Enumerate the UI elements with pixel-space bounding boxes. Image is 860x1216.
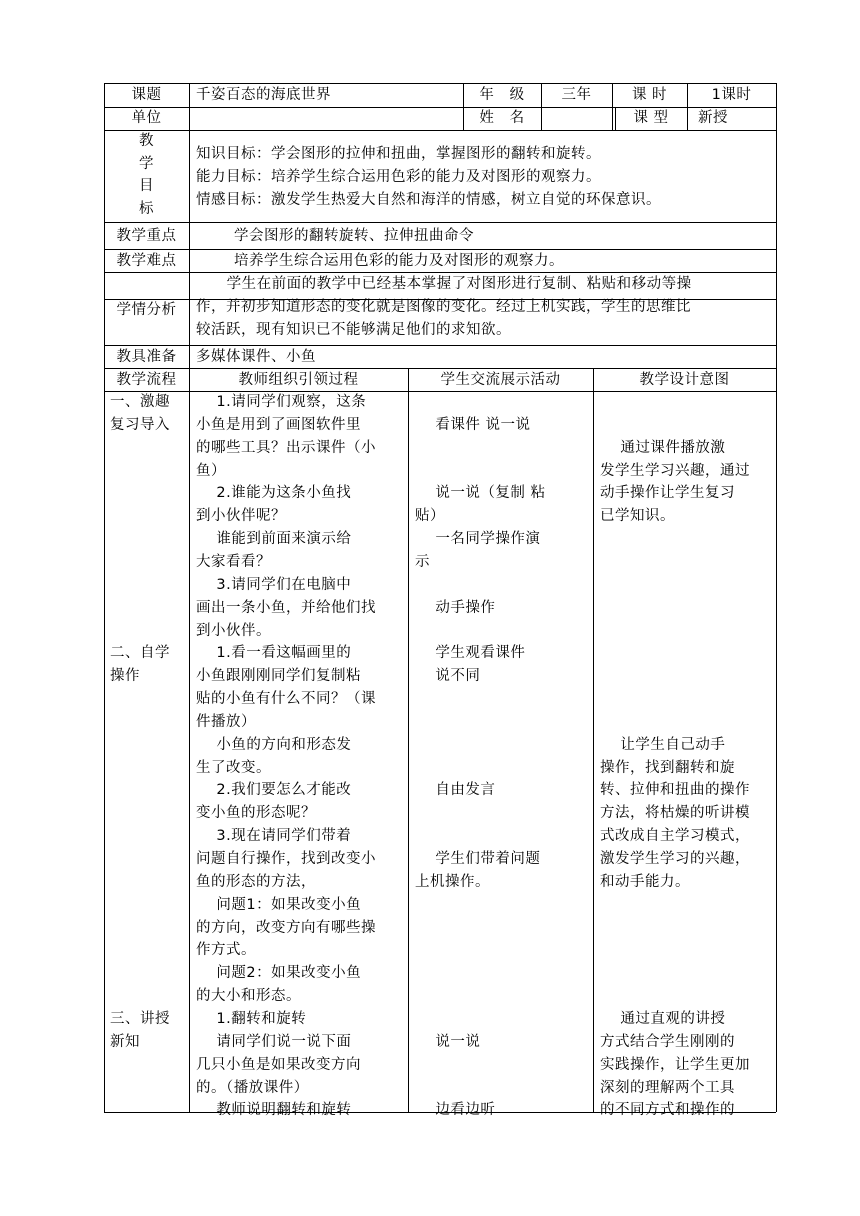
intent-line: 深刻的理解两个工具	[600, 1079, 735, 1096]
materials-value: 多媒体课件、小鱼	[196, 349, 316, 365]
teacher-line: 件播放）	[196, 713, 256, 730]
student-line: 示	[415, 553, 430, 570]
teacher-line: 请同学们说一说下面	[196, 1033, 352, 1050]
period-value: 1课时	[711, 87, 752, 103]
objectives-label: 目	[139, 178, 154, 195]
student-line: 边看边听	[415, 1102, 496, 1119]
teacher-line: 大家看看？	[196, 553, 271, 570]
student-line: 上机操作。	[415, 873, 490, 890]
objective-line: 情感目标：激发学生热爱大自然和海洋的情感，树立自觉的环保意识。	[196, 191, 661, 208]
teacher-line: 几只小鱼是如果改变方向	[196, 1056, 361, 1073]
student-line: 说一说（复制 粘	[415, 485, 546, 502]
intent-line: 动手操作让学生复习	[600, 485, 735, 502]
analysis-line: 较活跃，现有知识已不能够满足他们的求知欲。	[196, 322, 511, 338]
objective-line: 能力目标：培养学生综合运用色彩的能力及对图形的观察力。	[196, 168, 601, 185]
teacher-line: 的。（播放课件）	[196, 1079, 309, 1096]
table-border	[189, 83, 190, 1112]
topic-value: 千姿百态的海底世界	[196, 87, 331, 103]
teacher-line: 的方向，改变方向有哪些操	[196, 919, 376, 936]
student-line: 学生们带着问题	[415, 851, 541, 867]
teacher-line: 到小伙伴呢？	[196, 508, 286, 525]
teacher-line: 2.谁能为这条小鱼找	[196, 485, 352, 502]
type-value: 新授	[698, 110, 728, 126]
objectives-label: 标	[139, 200, 154, 217]
student-line: 说一说	[415, 1033, 481, 1050]
stage-label: 二、自学	[110, 645, 170, 662]
intent-line: 操作，找到翻转和旋	[600, 759, 735, 776]
intent-line: 方式结合学生刚刚的	[600, 1033, 735, 1050]
teacher-line: 3.现在请同学们带着	[196, 828, 352, 845]
teacher-line: 小鱼跟刚刚同学们复制粘	[196, 668, 361, 685]
analysis-line: 学生在前面的教学中已经基本掌握了对图形进行复制、粘贴和移动等操	[196, 276, 692, 292]
intent-line: 让学生自己动手	[600, 736, 726, 753]
intent-line: 通过课件播放激	[600, 439, 726, 456]
table-border	[408, 368, 409, 1112]
intent-line: 已学知识。	[600, 508, 675, 525]
teacher-line: 的大小和形态。	[196, 988, 301, 1005]
teacher-line: 鱼）	[196, 462, 226, 479]
teacher-line: 贴的小鱼有什么不同？（课	[196, 691, 376, 708]
teacher-line: 教师说明翻转和旋转	[196, 1102, 352, 1119]
teacher-line: 3.请同学们在电脑中	[196, 576, 352, 593]
objectives-label: 学	[139, 155, 154, 172]
intent-line: 方法，将枯燥的听讲模	[600, 805, 750, 822]
key-points-label: 教学重点	[116, 228, 177, 244]
intent-line: 的不同方式和操作的	[600, 1102, 735, 1119]
teacher-line: 谁能到前面来演示给	[196, 531, 352, 548]
teacher-line: 作方式。	[196, 942, 256, 959]
objectives-label: 教	[139, 133, 154, 149]
stage-label: 新知	[110, 1033, 140, 1050]
intent-line: 转、拉伸和扭曲的操作	[600, 782, 750, 799]
type-label: 课 型	[633, 110, 669, 126]
flow-teacher-header: 教师组织引领过程	[238, 372, 359, 388]
intent-line: 通过直观的讲授	[600, 1010, 726, 1027]
intent-line: 式改成自主学习模式，	[600, 828, 750, 845]
student-line: 说不同	[415, 668, 481, 685]
teacher-line: 问题2：如果改变小鱼	[196, 965, 362, 982]
teacher-line: 画出一条小鱼，并给他们找	[196, 599, 376, 616]
teacher-line: 的哪些工具？出示课件（小	[196, 439, 376, 456]
table-border	[104, 130, 776, 131]
grade-value: 三年	[561, 87, 592, 103]
teacher-line: 问题自行操作，找到改变小	[196, 851, 376, 867]
flow-intent-header: 教学设计意图	[639, 372, 730, 388]
topic-label: 课题	[131, 87, 162, 103]
teacher-line: 小鱼的方向和形态发	[196, 736, 352, 753]
student-line: 看课件 说一说	[415, 416, 531, 433]
student-line: 自由发言	[415, 782, 496, 799]
student-line: 学生观看课件	[415, 645, 526, 662]
intent-line: 和动手能力。	[600, 873, 690, 890]
teacher-line: 问题1：如果改变小鱼	[196, 896, 362, 913]
stage-label: 复习导入	[110, 416, 170, 433]
unit-label: 单位	[131, 110, 162, 126]
grade-label: 年 级	[479, 87, 525, 103]
table-border	[104, 222, 776, 223]
stage-label: 三、讲授	[110, 1010, 170, 1027]
teacher-line: 小鱼是用到了画图软件里	[196, 416, 361, 433]
teacher-line: 1.翻转和旋转	[196, 1010, 307, 1027]
key-points-value: 学会图形的翻转旋转、拉伸扭曲命令	[234, 228, 474, 244]
teacher-line: 到小伙伴。	[196, 622, 271, 639]
teacher-line: 变小鱼的形态呢？	[196, 805, 316, 822]
objective-line: 知识目标：学会图形的拉伸和扭曲，掌握图形的翻转和旋转。	[196, 146, 601, 162]
stage-label: 一、激趣	[110, 394, 170, 410]
teacher-line: 鱼的形态的方法，	[196, 873, 316, 890]
teacher-line: 1.看一看这幅画里的	[196, 645, 352, 662]
intent-line: 激发学生学习的兴趣，	[600, 851, 750, 867]
student-line: 一名同学操作演	[415, 531, 541, 548]
analysis-label: 学情分析	[116, 302, 177, 318]
teacher-line: 1.请同学们观察，这条	[196, 394, 367, 410]
student-line: 贴）	[415, 508, 445, 525]
stage-label: 操作	[110, 668, 140, 685]
name-label: 姓 名	[479, 110, 525, 126]
teacher-line: 生了改变。	[196, 759, 271, 776]
intent-line: 实践操作，让学生更加	[600, 1056, 750, 1073]
flow-stage-header: 教学流程	[116, 372, 177, 388]
period-label: 课 时	[631, 87, 668, 103]
table-border	[776, 83, 777, 1112]
materials-label: 教具准备	[116, 349, 177, 365]
analysis-line: 作，并初步知道形态的变化就是图像的变化。经过上机实践，学生的思维比	[196, 299, 691, 315]
difficulties-label: 教学难点	[116, 253, 177, 269]
difficulties-value: 培养学生综合运用色彩的能力及对图形的观察力。	[234, 253, 564, 269]
flow-student-header: 学生交流展示活动	[440, 372, 561, 388]
student-line: 动手操作	[415, 599, 496, 616]
teacher-line: 2.我们要怎么才能改	[196, 782, 352, 799]
table-border	[593, 368, 594, 1112]
intent-line: 发学生学习兴趣，通过	[600, 462, 750, 479]
